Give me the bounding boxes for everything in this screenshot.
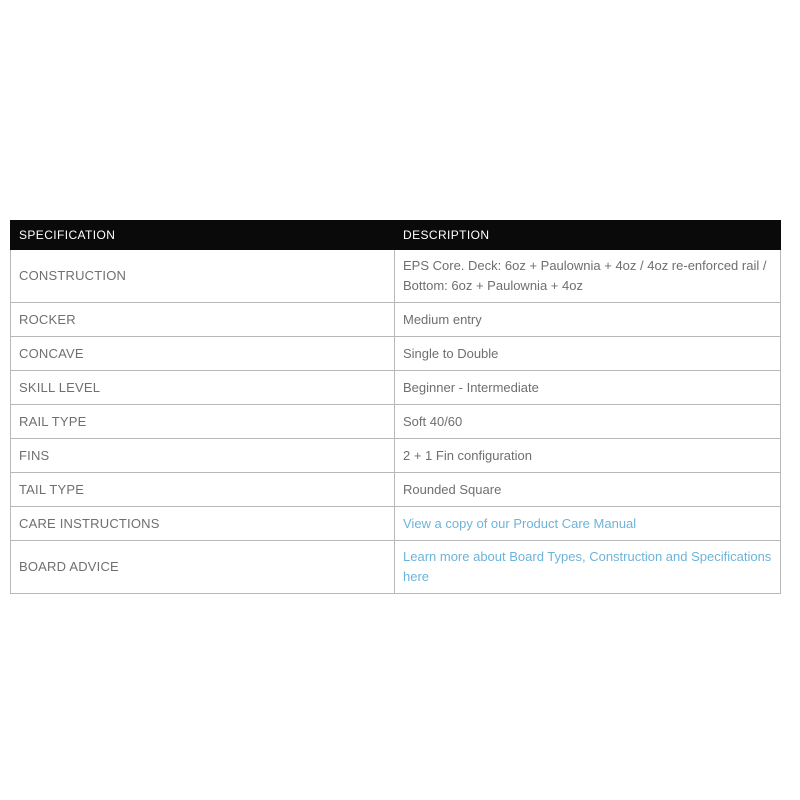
description-value: Beginner - Intermediate <box>395 371 781 405</box>
table-row-care-instructions <box>11 507 781 541</box>
header-description: DESCRIPTION <box>395 221 781 250</box>
description-value: Rounded Square <box>395 473 781 507</box>
spec-label: BOARD ADVICE <box>11 541 395 594</box>
spec-label: ROCKER <box>11 303 395 337</box>
spec-label: RAIL TYPE <box>11 405 395 439</box>
header-specification: SPECIFICATION <box>11 221 395 250</box>
board-advice-link[interactable]: Learn more about Board Types, Construction and Specifications here <box>403 549 772 584</box>
spec-label: CARE INSTRUCTIONS <box>11 507 395 541</box>
spec-label: SKILL LEVEL <box>11 371 395 405</box>
spec-label: CONSTRUCTION <box>11 250 395 303</box>
spec-label: FINS <box>11 439 395 473</box>
description-value: 2 + 1 Fin configuration <box>395 439 781 473</box>
table-row-skill-level <box>11 371 781 405</box>
description-value: Single to Double <box>395 337 781 371</box>
table-row-fins <box>11 439 781 473</box>
table-row-construction <box>11 250 781 303</box>
description-value: Soft 40/60 <box>395 405 781 439</box>
table-row-concave <box>11 337 781 371</box>
table-row-board-advice <box>11 541 781 594</box>
table-row-tail-type <box>11 473 781 507</box>
specification-table <box>10 220 781 594</box>
table-row-rocker <box>11 303 781 337</box>
table-header-row <box>11 221 781 250</box>
description-value: EPS Core. Deck: 6oz + Paulownia + 4oz / 4oz re-enforced rail / Bottom: 6oz + Paulownia + 4oz <box>395 250 781 303</box>
product-care-manual-link[interactable]: View a copy of our Product Care Manual <box>403 515 637 531</box>
description-value: Medium entry <box>395 303 781 337</box>
table-row-rail-type <box>11 405 781 439</box>
spec-label: TAIL TYPE <box>11 473 395 507</box>
description-value <box>395 507 781 541</box>
spec-label: CONCAVE <box>11 337 395 371</box>
description-value <box>395 541 781 594</box>
